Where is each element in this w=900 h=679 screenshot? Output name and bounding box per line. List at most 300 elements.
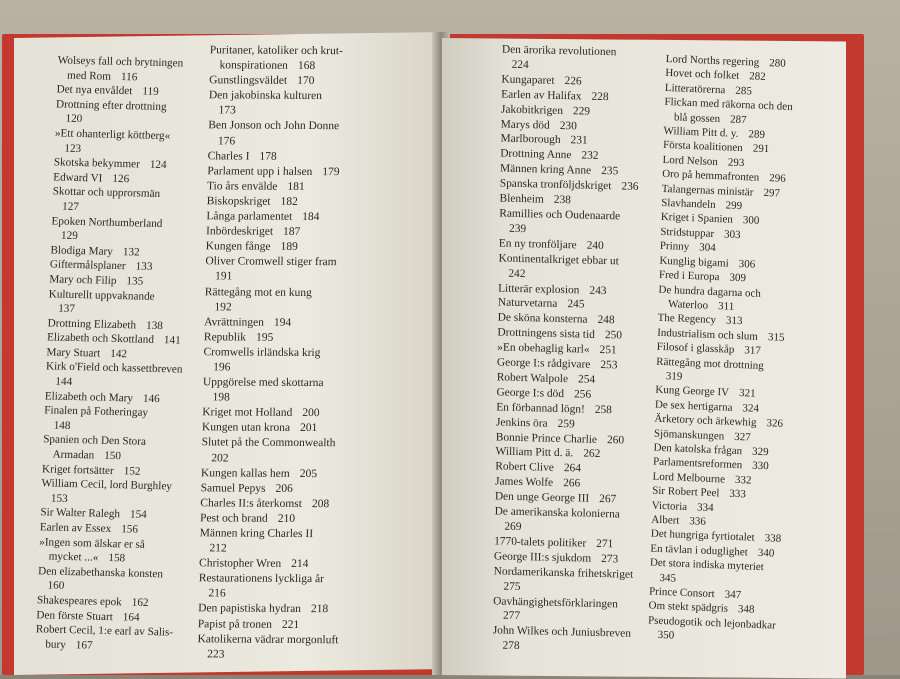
entry-title: Kriget mot Holland [202, 406, 293, 420]
entry-title: »En obehaglig karl« [497, 341, 590, 356]
page-number: 236 [621, 180, 639, 194]
page-number: 206 [275, 482, 293, 495]
toc-entry [203, 345, 394, 377]
entry-continuation-text: 123 [64, 142, 82, 155]
entry-title: Victoria [651, 499, 688, 513]
page-number: 194 [273, 316, 292, 329]
page-number: 313 [725, 314, 743, 328]
entry-title: Charles II:s återkomst [200, 497, 303, 510]
page-number: 304 [699, 241, 716, 255]
entry-title: Pest och brand [199, 512, 268, 525]
toc-entry [37, 564, 216, 598]
entry-title: Kungen utan krona [201, 421, 291, 435]
entry-title: En förbannad lögn! [496, 401, 585, 416]
toc-entry [499, 206, 679, 240]
entry-title: Kungaparet [501, 73, 555, 87]
entry-continuation-text: bury [45, 638, 67, 651]
page-number: 333 [729, 487, 747, 501]
entry-continuation-text: 144 [55, 375, 73, 389]
entry-continuation-text: 127 [61, 200, 80, 213]
entry-title: Rättegång mot drottning [656, 355, 764, 372]
entry-title: Earlen av Essex [39, 521, 112, 536]
page-number: 327 [734, 430, 751, 444]
entry-title: George I:s död [496, 386, 565, 400]
entry-title: William Pitt d. ä. [495, 445, 574, 460]
entry-title: Talangernas ministär [661, 182, 754, 199]
entry-continuation [202, 390, 392, 406]
page-number: 221 [281, 618, 300, 631]
entry-title: Spanien och Den Stora [42, 433, 147, 449]
toc-entry [198, 617, 388, 633]
page-number: 182 [280, 195, 298, 208]
entry-continuation-text: 350 [657, 629, 675, 642]
toc-entry [498, 251, 678, 285]
page-number: 133 [135, 260, 153, 274]
page-number: 347 [724, 588, 742, 602]
page-number: 253 [600, 358, 618, 372]
page-number: 226 [564, 74, 582, 88]
toc-entry [197, 632, 388, 664]
entry-title: Det nya envåldet [56, 83, 133, 98]
entry-title: Kulturellt uppvaknande [48, 287, 155, 303]
entry-continuation-text: 173 [218, 104, 236, 117]
page-number: 340 [757, 546, 775, 560]
page-number: 266 [563, 477, 581, 490]
toc-entry [199, 556, 389, 572]
page-number: 321 [738, 387, 756, 401]
toc-entry [45, 360, 224, 394]
toc-column-2 [197, 43, 400, 663]
toc-entry [52, 185, 231, 219]
page-number: 280 [769, 57, 786, 70]
entry-title: Republik [203, 331, 247, 344]
entry-title: Albert [651, 513, 680, 527]
entry-title: Kriget i Spanien [660, 211, 734, 227]
entry-title: Mary Stuart [46, 346, 101, 360]
toc-entry [204, 285, 395, 317]
entry-continuation-text: 198 [212, 391, 230, 404]
entry-continuation-text: 242 [508, 267, 526, 280]
page-number: 154 [129, 508, 147, 522]
entry-title: Elizabeth och Skottland [46, 331, 155, 347]
toc-column-4 [647, 52, 840, 649]
entry-title: Kriget fortsätter [41, 462, 114, 477]
entry-continuation [208, 104, 398, 120]
entry-title: Drottning Elizabeth [47, 317, 137, 332]
entry-title: Första koalitionen [662, 139, 743, 155]
page-number: 299 [725, 199, 743, 213]
entry-title: Filosof i glasskåp [656, 340, 735, 356]
page-number: 317 [744, 344, 761, 358]
entry-continuation-text: mycket ...« [48, 550, 99, 564]
entry-continuation [199, 541, 389, 557]
entry-continuation-text: 148 [53, 419, 71, 432]
toc-entry [208, 119, 399, 151]
page-number: 238 [553, 193, 572, 207]
entry-title: Papist på tronen [197, 617, 273, 631]
entry-title: Drottning efter drottning [55, 98, 167, 113]
page-number: 297 [763, 186, 781, 200]
page-number: 300 [742, 214, 760, 228]
toc-entry [48, 287, 227, 321]
entry-continuation-text: 277 [502, 610, 521, 623]
page-number: 218 [310, 603, 329, 616]
entry-title: Litteratörerna [664, 81, 726, 97]
page-number: 248 [597, 314, 615, 327]
toc-entry [198, 572, 389, 604]
entry-title: 1770-talets politiker [494, 535, 587, 550]
page-number: 158 [108, 552, 126, 565]
page-number: 348 [737, 603, 755, 617]
page-number: 256 [573, 388, 592, 401]
entry-title: William Cecil, lord Burghley [41, 477, 173, 493]
toc-entry [198, 602, 388, 618]
page-number: 273 [601, 552, 619, 566]
page-number: 309 [729, 271, 747, 285]
entry-title: Lord Melbourne [652, 470, 726, 486]
entry-title: Den förste Stuart [36, 608, 114, 623]
toc-entry [208, 89, 399, 121]
toc-entry [200, 496, 390, 512]
page-number: 293 [727, 156, 745, 169]
entry-continuation-text: 345 [659, 571, 677, 585]
entry-title: Marlborough [500, 132, 561, 147]
entry-title: Oliver Cromwell stiger fram [205, 255, 337, 269]
entry-continuation [35, 637, 213, 656]
entry-continuation [492, 639, 672, 658]
toc-entry [647, 613, 823, 649]
entry-title: Stridstuppar [660, 225, 715, 240]
entry-title: Parlamentsreformen [652, 456, 743, 472]
page-number: 189 [280, 241, 298, 254]
entry-title: Nordamerikanska frihetskriget [493, 565, 634, 581]
entry-title: Industrialism och slum [656, 326, 759, 343]
page-number: 119 [142, 85, 159, 99]
page-number: 142 [110, 347, 128, 361]
entry-title: Marys död [500, 118, 550, 132]
page-number: 208 [311, 497, 330, 511]
entry-title: Den ärorika revolutionen [501, 43, 617, 59]
page-number: 167 [75, 639, 93, 652]
toc-entry [502, 43, 682, 77]
page-number: 138 [145, 319, 164, 332]
entry-title: Kungen fånge [205, 240, 271, 253]
entry-title: Långa parlamentet [206, 210, 293, 223]
toc-entry [38, 535, 217, 569]
toc-entry [207, 194, 397, 210]
entry-title: Kungen kallas hem [200, 466, 290, 480]
entry-continuation-text: 223 [207, 648, 225, 661]
entry-title: Katolikerna vädrar morgonluft [197, 632, 339, 646]
entry-title: Kirk o'Field och kassettbreven [45, 360, 183, 377]
entry-continuation-text: 278 [502, 639, 520, 653]
toc-entry [202, 406, 392, 422]
entry-title: Drottning Anne [500, 147, 572, 162]
page-number: 315 [767, 330, 785, 344]
entry-title: Prinny [659, 240, 690, 254]
entry-continuation-text: 239 [508, 222, 527, 236]
page-number: 303 [723, 228, 741, 241]
entry-title: Gunstlingsväldet [209, 74, 288, 87]
page-number: 184 [302, 210, 320, 224]
page-number: 240 [586, 239, 604, 252]
page-number: 243 [589, 284, 607, 297]
page-number: 338 [764, 532, 782, 546]
toc-entry [206, 224, 396, 240]
entry-continuation [208, 134, 398, 150]
page-number: 141 [163, 334, 181, 347]
entry-title: Den jakobinska kulturen [208, 89, 323, 103]
page-number: 289 [748, 128, 766, 141]
page-number: 162 [131, 596, 149, 609]
entry-title: Fred i Europa [658, 268, 720, 284]
page-number: 195 [255, 331, 274, 344]
page-number: 187 [282, 225, 301, 239]
entry-title: Rättegång mot en kung [204, 285, 312, 299]
toc-entry [43, 404, 222, 438]
entry-title: Oavhängighetsförklaringen [493, 594, 618, 610]
page-number: 250 [604, 329, 623, 342]
entry-title: Restaurationens lyckliga år [198, 572, 325, 586]
entry-continuation [209, 58, 399, 74]
page-number: 152 [123, 464, 141, 478]
entry-continuation-text: 176 [217, 134, 236, 148]
toc-entry [207, 179, 397, 195]
page-number: 326 [766, 417, 784, 430]
toc-entry [207, 164, 397, 180]
toc-entry [199, 526, 390, 558]
entry-continuation-text: 129 [60, 229, 79, 243]
page-number: 116 [120, 70, 138, 83]
entry-title: Wolseys fall och brytningen [57, 54, 184, 70]
entry-continuation [203, 360, 393, 376]
entry-title: Robert Cecil, 1:e earl av Salis- [35, 623, 174, 639]
left-page [14, 32, 439, 675]
toc-entry [204, 315, 394, 331]
entry-continuation-text: konspirationen [219, 59, 289, 72]
entry-title: Giftermålsplaner [49, 258, 126, 273]
entry-title: William Pitt d. y. [663, 124, 739, 140]
toc-entry [202, 421, 392, 437]
entry-title: Skotska bekymmer [53, 156, 141, 171]
entry-title: En tävlan i oduglighet [650, 542, 748, 559]
entry-title: Elizabeth och Mary [44, 389, 134, 405]
page-number: 285 [735, 84, 752, 98]
entry-continuation-text: 191 [214, 270, 233, 283]
page-number: 156 [120, 523, 139, 536]
entry-title: Kung George IV [655, 384, 730, 399]
entry-title: Lord Norths regering [665, 52, 760, 69]
entry-continuation [647, 628, 822, 649]
toc-entry [35, 622, 214, 656]
entry-title: Drottningens sista tid [497, 326, 595, 342]
page-number: 146 [142, 392, 161, 405]
entry-title: Tio års envälde [206, 180, 278, 193]
page-number: 330 [752, 460, 769, 473]
page-number: 168 [297, 59, 316, 73]
page-number: 258 [594, 403, 613, 417]
entry-title: Samuel Pepys [200, 482, 266, 495]
page-number: 210 [277, 512, 296, 525]
toc-entry [51, 214, 230, 248]
entry-title: Epoken Northumberland [51, 214, 163, 230]
entry-continuation-text: 192 [214, 300, 232, 314]
entry-continuation-text: 319 [665, 370, 683, 383]
toc-entry [209, 43, 400, 75]
entry-title: Sir Robert Peel [652, 484, 720, 500]
entry-continuation-text: 137 [57, 302, 76, 316]
toc-entry [206, 239, 396, 255]
page-number: 329 [751, 445, 769, 459]
entry-title: De hundra dagarna och [658, 283, 762, 300]
entry-title: Den unge George III [494, 490, 590, 505]
page-number: 271 [596, 537, 614, 551]
entry-title: Ben Jonson och John Donne [208, 119, 340, 133]
entry-title: De sköna konsterna [497, 311, 588, 326]
page-number: 229 [572, 104, 591, 118]
entry-title: Prince Consort [648, 585, 715, 601]
entry-title: Ramillies och Oudenaarde [499, 207, 621, 223]
page-number: 126 [112, 172, 130, 185]
toc-entry [204, 330, 394, 346]
entry-continuation-text: 120 [65, 112, 83, 126]
entry-continuation-text: 269 [504, 520, 522, 534]
entry-title: Hovet och folket [665, 67, 740, 83]
page-number: 170 [297, 75, 315, 88]
toc-entry [41, 477, 220, 511]
entry-title: Spanska tronföljdskriget [499, 177, 612, 193]
entry-title: Charles I [207, 149, 250, 163]
page-number: 332 [734, 473, 752, 487]
entry-title: Blenheim [499, 192, 544, 206]
page-number: 245 [567, 298, 585, 311]
entry-title: Uppgörelse med skottarna [202, 376, 324, 390]
entry-title: En ny tronföljare [498, 237, 577, 252]
page-number: 306 [738, 257, 756, 271]
page-number: 124 [149, 158, 167, 172]
page-number: 259 [557, 417, 575, 431]
entry-title: Den papistiska hydran [198, 602, 302, 616]
entry-title: Flickan med räkorna och den [664, 96, 793, 114]
entry-title: The Regency [657, 312, 717, 327]
entry-title: Finalen på Fotheringay [44, 404, 149, 420]
entry-title: Oro på hemmafronten [661, 168, 760, 185]
entry-title: George I:s rådgivare [496, 356, 591, 371]
page-number: 282 [749, 70, 766, 84]
entry-title: Den katolska frågan [653, 441, 743, 458]
toc-entry [201, 436, 392, 468]
page-number: 324 [742, 401, 760, 415]
entry-title: Den elizabethanska konsten [37, 565, 164, 581]
entry-title: Jakobitkrigen [500, 103, 564, 117]
entry-title: Bonnie Prince Charlie [495, 430, 598, 446]
entry-title: Slavhandeln [661, 196, 716, 212]
entry-title: Blodiga Mary [50, 244, 114, 258]
entry-continuation-text: blå gossen [673, 110, 721, 125]
page-number: 164 [122, 610, 140, 624]
entry-title: Parlament upp i halsen [207, 165, 313, 178]
toc-entry [492, 624, 675, 658]
page-number: 132 [122, 245, 140, 259]
entry-title: Litterär explosion [498, 281, 580, 296]
entry-continuation-text: 160 [47, 579, 65, 593]
entry-title: Det stora indiska myteriet [649, 556, 765, 574]
entry-title: Kunglig bigami [659, 254, 729, 270]
page-number: 135 [126, 275, 144, 288]
entry-title: George III:s sjukdom [493, 550, 592, 565]
entry-title: De amerikanska kolonierna [494, 505, 620, 521]
entry-continuation-text: 212 [209, 542, 227, 555]
entry-title: John Wilkes och Juniusbreven [492, 624, 632, 641]
entry-continuation-text: 153 [50, 492, 68, 505]
entry-continuation-text: 216 [208, 587, 226, 600]
toc-entry [205, 255, 396, 287]
entry-title: Lord Nelson [662, 153, 719, 168]
entry-title: Sir Walter Ralegh [40, 506, 121, 521]
entry-title: Earlen av Halifax [501, 88, 582, 103]
page-number: 262 [583, 448, 601, 461]
toc-entry [201, 466, 391, 482]
entry-title: Inbördeskriget [205, 225, 274, 238]
page-number: 231 [570, 134, 588, 148]
entry-continuation-text: 275 [503, 580, 521, 593]
entry-title: »Ingen som älskar er så [39, 535, 146, 551]
entry-title: Ärketory och ärkewhig [654, 412, 757, 429]
page-number: 150 [103, 449, 122, 463]
page-number: 201 [299, 422, 318, 435]
entry-title: Kontinentalkriget ebbar ut [498, 252, 619, 268]
entry-title: Robert Walpole [496, 371, 569, 386]
entry-title: Slutet på the Commonwealth [201, 436, 336, 450]
toc-entry [493, 564, 673, 598]
toc-entry [206, 209, 396, 225]
entry-continuation-text: 202 [211, 451, 229, 465]
page-number: 181 [287, 180, 305, 193]
entry-continuation [205, 270, 395, 286]
entry-title: Christopher Wren [198, 557, 282, 571]
entry-title: Puritaner, katoliker och krut- [209, 44, 343, 58]
page-number: 200 [302, 407, 320, 420]
entry-continuation-text: 196 [213, 361, 231, 374]
entry-continuation [197, 647, 387, 663]
entry-continuation-text: Waterloo [667, 298, 709, 312]
entry-title: Jenkins öra [495, 416, 548, 430]
page-number: 251 [599, 344, 617, 357]
toc-entry [494, 504, 674, 538]
entry-title: Skottar och upprorsmän [52, 185, 161, 201]
page-number: 311 [717, 300, 735, 313]
page-number: 178 [259, 150, 277, 163]
entry-continuation-text: 224 [511, 58, 529, 72]
entry-title: Biskopskriget [206, 195, 271, 208]
right-page [442, 38, 846, 679]
page-number: 267 [599, 493, 617, 506]
entry-continuation-text: Armadan [52, 448, 95, 462]
page-number: 235 [601, 165, 619, 178]
entry-title: Edward VI [53, 171, 103, 185]
entry-title: Mary och Filip [49, 273, 117, 287]
entry-title: Robert Clive [495, 460, 554, 475]
entry-title: Männen kring Charles II [199, 527, 314, 541]
entry-continuation [198, 587, 388, 603]
entry-title: Det hungriga fyrtiotalet [650, 527, 755, 545]
page-number: 260 [606, 433, 625, 447]
page-number: 214 [291, 558, 309, 571]
page-number: 232 [581, 149, 599, 163]
page-number: 264 [563, 462, 582, 475]
page-number: 205 [299, 467, 318, 480]
toc-entry [42, 433, 221, 467]
